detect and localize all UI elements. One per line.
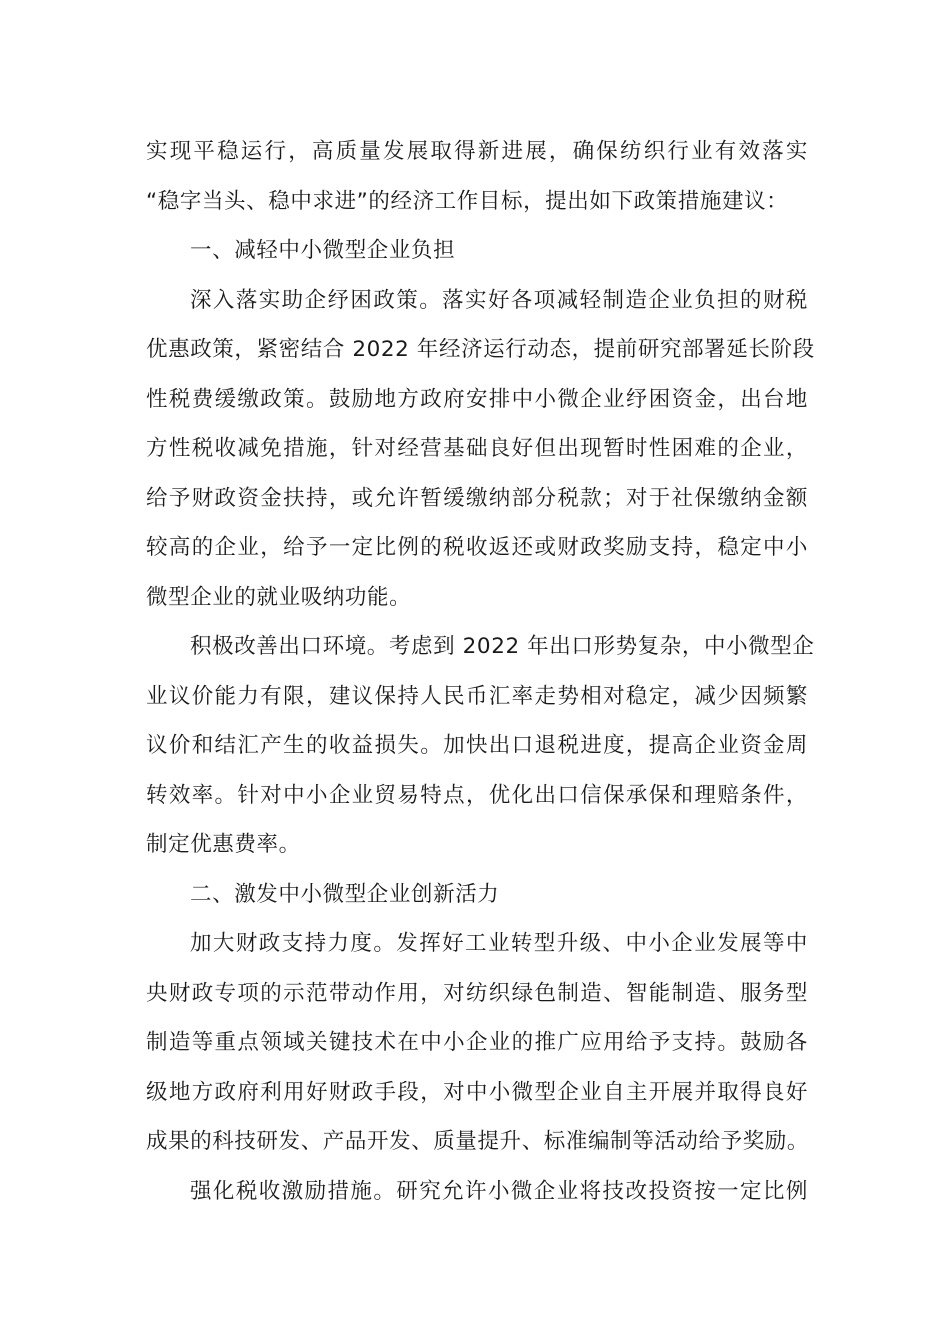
body-line: “稳字当头、稳中求进”的经济工作目标，提出如下政策措施建议：: [146, 188, 789, 214]
body-line: 业议价能力有限，建议保持人民币汇率走势相对稳定，减少因频繁: [146, 683, 808, 709]
paragraph-first-line: 加大财政支持力度。发挥好工业转型升级、中小企业发展等中: [190, 931, 808, 956]
body-line: 给予财政资金扶持，或允许暂缓缴纳部分税款；对于社保缴纳金额: [146, 485, 808, 511]
body-line: 转效率。针对中小企业贸易特点，优化出口信保承保和理赔条件，: [146, 782, 808, 808]
section-heading-2: 二、激发中小微型企业创新活力: [190, 881, 500, 907]
body-line: 级地方政府利用好财政手段，对中小微型企业自主开展并取得良好: [146, 1079, 808, 1105]
paragraph-first-line: 深入落实助企纾困政策。落实好各项减轻制造企业负担的财税: [190, 287, 808, 313]
section-heading-1: 一、减轻中小微型企业负担: [190, 238, 456, 263]
body-line: 性税费缓缴政策。鼓励地方政府安排中小微企业纾困资金，出台地: [146, 386, 808, 412]
body-line: 央财政专项的示范带动作用，对纺织绿色制造、智能制造、服务型: [146, 980, 808, 1006]
body-line: 微型企业的就业吸纳功能。: [146, 584, 412, 610]
body-line: 制定优惠费率。: [146, 832, 301, 857]
paragraph-first-line: 强化税收激励措施。研究允许小微企业将技改投资按一定比例: [190, 1178, 808, 1204]
body-line: 制造等重点领域关键技术在中小企业的推广应用给予支持。鼓励各: [146, 1030, 808, 1055]
body-line: 方性税收减免措施，针对经营基础良好但出现暂时性困难的企业，: [146, 436, 808, 461]
body-line: 较高的企业，给予一定比例的税收返还或财政奖励支持，稳定中小: [146, 535, 808, 560]
document-body: [146, 127, 815, 1216]
body-line: 成果的科技研发、产品开发、质量提升、标准编制等活动给予奖励。: [146, 1129, 810, 1154]
body-line: 议价和结汇产生的收益损失。加快出口退税进度，提高企业资金周: [146, 733, 808, 758]
paragraph-first-line: 积极改善出口环境。考虑到 2022 年出口形势复杂，中小微型企: [190, 634, 815, 659]
body-line: 优惠政策，紧密结合 2022 年经济运行动态，提前研究部署延长阶段: [146, 337, 815, 362]
body-line: 实现平稳运行，高质量发展取得新进展，确保纺织行业有效落实: [146, 139, 808, 164]
